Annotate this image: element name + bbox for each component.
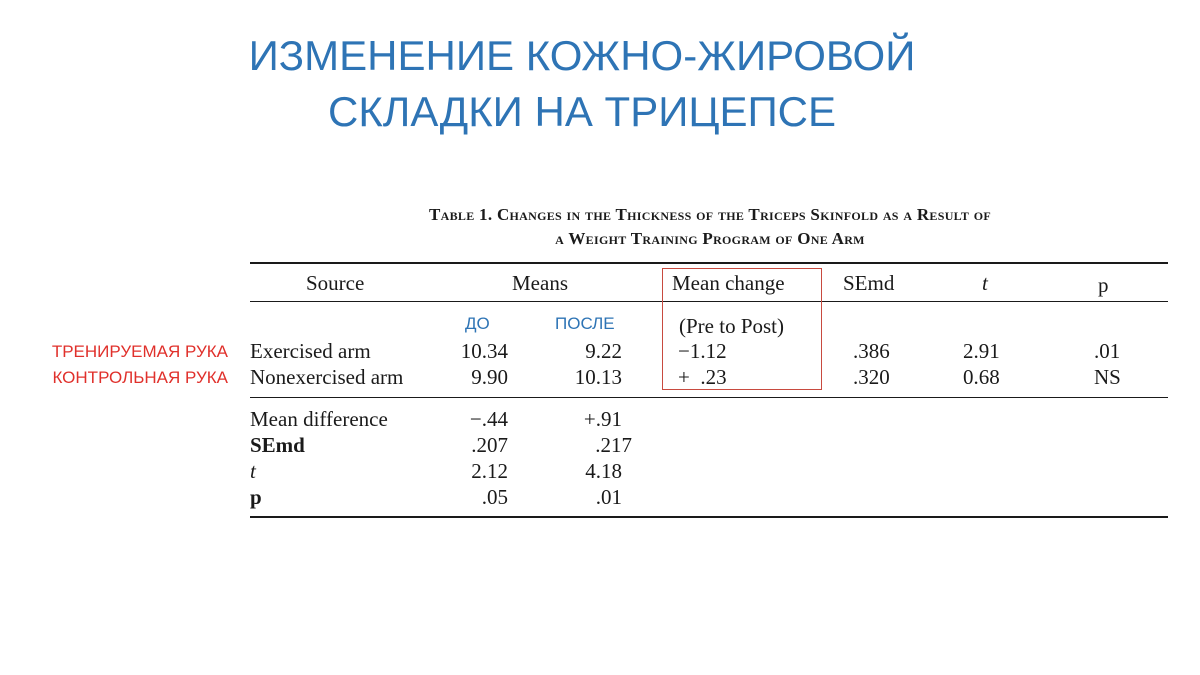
row-nonexercised-p: NS (1094, 365, 1121, 389)
table-top-rule (250, 262, 1168, 264)
summary-mean-diff-pre: −.44 (469, 407, 508, 431)
table-caption (250, 203, 1170, 251)
row-nonexercised-post: 10.13 (574, 365, 622, 389)
summary-mean-diff-post: +.91 (583, 407, 622, 431)
summary-mean-diff-label: Mean difference (250, 407, 388, 431)
summary-semd-post: .217 (595, 433, 632, 457)
row-exercised-t: 2.91 (963, 339, 1000, 363)
row-exercised-post: 9.22 (585, 339, 622, 363)
row-nonexercised-change: + .23 (678, 365, 727, 389)
row-nonexercised-t: 0.68 (963, 365, 1000, 389)
summary-t-pre: 2.12 (471, 459, 508, 483)
table-caption-line-1: Table 1. Changes in the Thickness of the Triceps Skinfold as a Result of (428, 205, 991, 224)
annotation-before: ДО (465, 314, 490, 333)
summary-semd-pre: .207 (471, 433, 508, 457)
header-means: Means (512, 271, 568, 295)
annotation-after: ПОСЛЕ (555, 314, 615, 333)
summary-p-label: p (250, 485, 262, 509)
header-t: t (982, 271, 988, 295)
row-nonexercised-label: Nonexercised arm (250, 365, 404, 389)
summary-p-post: .01 (595, 485, 622, 509)
header-mean-change: Mean change (672, 271, 785, 295)
slide-title-line-2: СКЛАДКИ НА ТРИЦЕПСЕ (327, 88, 837, 135)
header-semd: SEmd (843, 271, 895, 295)
header-source: Source (306, 271, 365, 295)
row-exercised-change: −1.12 (678, 339, 727, 363)
header-mean-change-sub: (Pre to Post) (679, 314, 784, 338)
row-exercised-label: Exercised arm (250, 339, 371, 363)
slide-title-line-1: ИЗМЕНЕНИЕ КОЖНО-ЖИРОВОЙ (248, 32, 916, 79)
mean-change-highlight-box (662, 268, 822, 390)
row-nonexercised-pre: 9.90 (471, 365, 508, 389)
table-section-rule (250, 397, 1168, 398)
table-caption-line-2: a Weight Training Program of One Arm (555, 229, 865, 248)
row-nonexercised-semd: .320 (853, 365, 890, 389)
slide-title (0, 28, 1164, 140)
row-exercised-semd: .386 (853, 339, 890, 363)
annotation-trained-arm: ТРЕНИРУЕМАЯ РУКА (51, 342, 228, 361)
header-p: p (1098, 273, 1109, 297)
annotation-control-arm: КОНТРОЛЬНАЯ РУКА (52, 368, 228, 387)
table-bottom-rule (250, 516, 1168, 518)
summary-t-label: t (250, 459, 256, 483)
row-exercised-pre: 10.34 (460, 339, 508, 363)
summary-semd-label: SEmd (250, 433, 305, 457)
summary-p-pre: .05 (481, 485, 508, 509)
summary-t-post: 4.18 (585, 459, 622, 483)
row-exercised-p: .01 (1094, 339, 1121, 363)
